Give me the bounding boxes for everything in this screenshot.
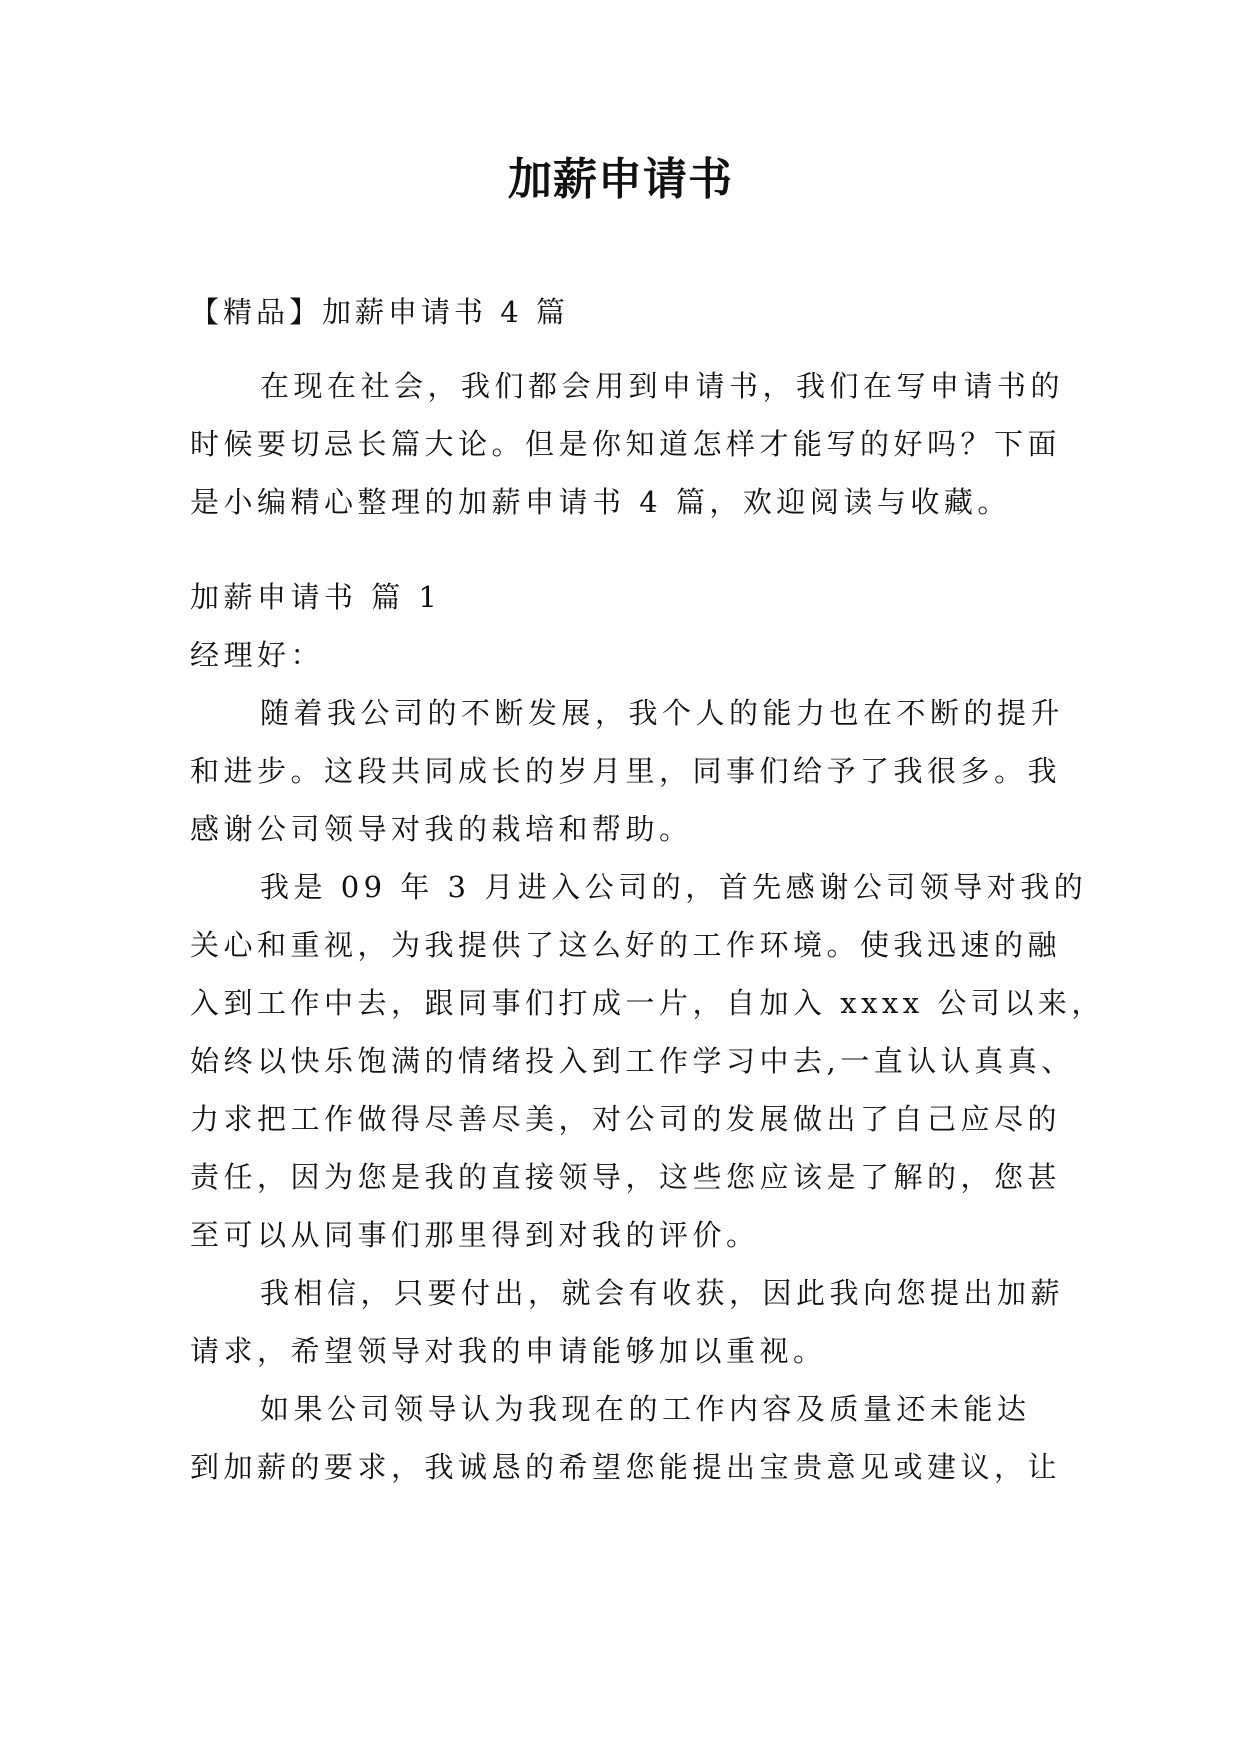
intro-line: 在现在社会，我们都会用到申请书，我们在写申请书的 xyxy=(260,369,1065,403)
document-subtitle: 【精品】加薪申请书 4 篇 xyxy=(190,295,569,329)
paragraph-line: 责任，因为您是我的直接领导，这些您应该是了解的，您甚 xyxy=(190,1160,1062,1194)
paragraph-line: 我相信，只要付出，就会有收获，因此我向您提出加薪 xyxy=(260,1276,1065,1310)
paragraph-line: 关心和重视，为我提供了这么好的工作环境。使我迅速的融 xyxy=(190,928,1062,962)
intro-line: 是小编精心整理的加薪申请书 4 篇，欢迎阅读与收藏。 xyxy=(190,485,1011,519)
intro-paragraph xyxy=(190,357,1065,531)
paragraph-line: 随着我公司的不断发展，我个人的能力也在不断的提升 xyxy=(260,696,1065,730)
paragraph-line: 请求，希望领导对我的申请能够加以重视。 xyxy=(190,1334,827,1368)
document-title: 加薪申请书 xyxy=(508,154,733,205)
paragraph-line: 如果公司领导认为我现在的工作内容及质量还未能达 xyxy=(260,1392,1031,1426)
salutation: 经理好： xyxy=(190,638,325,672)
paragraph-line: 力求把工作做得尽善尽美，对公司的发展做出了自己应尽的 xyxy=(190,1102,1062,1136)
paragraph-line: 入到工作中去，跟同事们打成一片，自加入 xxxx 公司以来， xyxy=(190,986,1105,1020)
paragraph-line: 我是 09 年 3 月进入公司的，首先感谢公司领导对我的 xyxy=(260,870,1088,904)
letter-body xyxy=(190,568,1105,1496)
paragraph-line: 始终以快乐饱满的情绪投入到工作学习中去,一直认认真真、 xyxy=(190,1044,1075,1078)
paragraph-line: 至可以从同事们那里得到对我的评价。 xyxy=(190,1218,760,1252)
section-heading: 加薪申请书 篇 1 xyxy=(190,580,442,614)
intro-line: 时候要切忌长篇大论。但是你知道怎样才能写的好吗？下面 xyxy=(190,427,1062,461)
paragraph-line: 和进步。这段共同成长的岁月里，同事们给予了我很多。我 xyxy=(190,754,1062,788)
paragraph-line: 感谢公司领导对我的栽培和帮助。 xyxy=(190,812,693,846)
paragraph-line: 到加薪的要求，我诚恳的希望您能提出宝贵意见或建议，让 xyxy=(190,1450,1062,1484)
